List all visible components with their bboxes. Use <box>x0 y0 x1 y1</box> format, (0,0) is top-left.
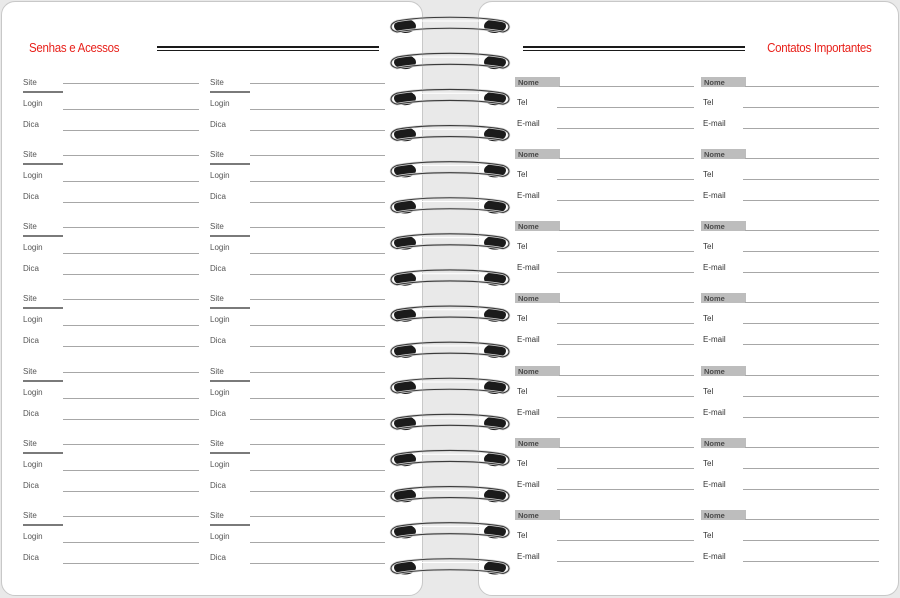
dica-label: Dica <box>23 120 40 129</box>
site-row <box>210 296 385 308</box>
dica-label: Dica <box>210 481 227 490</box>
dica-label: Dica <box>210 409 227 418</box>
site-label-underline <box>210 235 250 237</box>
left-title-rule <box>157 46 379 51</box>
email-field-line[interactable] <box>557 489 694 490</box>
login-row <box>23 460 199 472</box>
email-field-line[interactable] <box>557 344 694 345</box>
dica-field-line[interactable] <box>63 491 199 492</box>
site-row <box>23 152 199 164</box>
spiral-ring <box>391 559 509 575</box>
site-field-line[interactable] <box>250 516 385 517</box>
tel-label: Tel <box>517 98 528 107</box>
nome-label: Nome <box>518 439 539 448</box>
login-label: Login <box>210 532 230 541</box>
password-entry <box>23 513 199 573</box>
nome-label: Nome <box>518 294 539 303</box>
tel-field-line[interactable] <box>743 323 879 324</box>
login-row <box>23 532 199 544</box>
password-entry <box>23 152 199 212</box>
tel-field-line[interactable] <box>743 107 879 108</box>
spiral-ring <box>391 306 509 322</box>
login-row <box>210 460 385 472</box>
email-field-line[interactable] <box>743 561 879 562</box>
contact-entry <box>703 439 879 502</box>
site-label-underline <box>23 307 63 309</box>
site-label-underline <box>210 307 250 309</box>
nome-field-line[interactable] <box>745 519 879 520</box>
site-label-underline <box>23 452 63 454</box>
password-entry <box>23 80 199 140</box>
tel-field-line[interactable] <box>557 323 694 324</box>
email-label: E-mail <box>517 408 540 417</box>
nome-label: Nome <box>518 222 539 231</box>
site-row <box>23 369 199 381</box>
dica-field-line[interactable] <box>63 274 199 275</box>
tel-field-line[interactable] <box>557 540 694 541</box>
email-label: E-mail <box>517 263 540 272</box>
left-page <box>1 1 423 596</box>
dica-label: Dica <box>210 192 227 201</box>
password-entry <box>23 369 199 429</box>
password-entry <box>210 513 385 573</box>
spiral-ring <box>391 487 509 503</box>
login-label: Login <box>23 460 43 469</box>
site-field-line[interactable] <box>63 516 199 517</box>
login-field-line[interactable] <box>63 181 199 182</box>
login-row <box>23 388 199 400</box>
contact-entry <box>517 78 694 141</box>
email-label: E-mail <box>517 335 540 344</box>
site-row <box>210 441 385 453</box>
dica-row <box>210 409 385 421</box>
site-label-underline <box>23 163 63 165</box>
nome-field-line[interactable] <box>745 447 879 448</box>
tel-label: Tel <box>517 242 528 251</box>
site-label-underline <box>23 380 63 382</box>
site-label-underline <box>210 380 250 382</box>
login-label: Login <box>23 171 43 180</box>
login-field-line[interactable] <box>63 542 199 543</box>
nome-field-line[interactable] <box>559 158 694 159</box>
login-field-line[interactable] <box>250 470 385 471</box>
site-label: Site <box>210 78 224 87</box>
spiral-ring <box>391 523 509 539</box>
login-label: Login <box>210 243 230 252</box>
login-field-line[interactable] <box>63 325 199 326</box>
tel-label: Tel <box>703 170 714 179</box>
site-row <box>23 441 199 453</box>
site-field-line[interactable] <box>250 83 385 84</box>
dica-label: Dica <box>210 264 227 273</box>
dica-label: Dica <box>23 553 40 562</box>
tel-label: Tel <box>703 242 714 251</box>
tel-field-line[interactable] <box>743 179 879 180</box>
nome-field-line[interactable] <box>745 86 879 87</box>
password-entry <box>210 152 385 212</box>
site-field-line[interactable] <box>63 227 199 228</box>
site-label: Site <box>23 150 37 159</box>
dica-label: Dica <box>210 553 227 562</box>
spiral-ring <box>391 342 509 358</box>
password-entry <box>210 224 385 284</box>
dica-field-line[interactable] <box>250 202 385 203</box>
site-label: Site <box>23 222 37 231</box>
site-field-line[interactable] <box>63 155 199 156</box>
site-label-underline <box>23 524 63 526</box>
email-label: E-mail <box>517 119 540 128</box>
spiral-ring <box>391 378 509 394</box>
nome-field-line[interactable] <box>559 86 694 87</box>
nome-field-line[interactable] <box>559 230 694 231</box>
dica-field-line[interactable] <box>250 563 385 564</box>
site-label: Site <box>210 150 224 159</box>
login-row <box>210 532 385 544</box>
site-row <box>23 296 199 308</box>
contact-entry <box>703 367 879 430</box>
nome-label: Nome <box>704 439 725 448</box>
login-row <box>210 99 385 111</box>
nome-label: Nome <box>704 367 725 376</box>
nome-field-line[interactable] <box>559 375 694 376</box>
dica-row <box>210 336 385 348</box>
nome-field-line[interactable] <box>745 230 879 231</box>
site-row <box>210 152 385 164</box>
login-row <box>210 315 385 327</box>
dica-row <box>23 264 199 276</box>
dica-field-line[interactable] <box>63 563 199 564</box>
contact-entry <box>517 367 694 430</box>
email-label: E-mail <box>703 408 726 417</box>
nome-label: Nome <box>518 78 539 87</box>
dica-field-line[interactable] <box>250 346 385 347</box>
email-field-line[interactable] <box>743 128 879 129</box>
dica-row <box>23 336 199 348</box>
site-label: Site <box>210 511 224 520</box>
email-field-line[interactable] <box>557 200 694 201</box>
site-row <box>23 80 199 92</box>
dica-label: Dica <box>23 264 40 273</box>
tel-label: Tel <box>517 170 528 179</box>
site-label-underline <box>23 91 63 93</box>
password-entry <box>210 80 385 140</box>
login-row <box>23 171 199 183</box>
login-label: Login <box>23 99 43 108</box>
login-row <box>23 315 199 327</box>
login-field-line[interactable] <box>63 253 199 254</box>
site-label: Site <box>23 511 37 520</box>
site-field-line[interactable] <box>63 372 199 373</box>
dica-field-line[interactable] <box>63 419 199 420</box>
login-label: Login <box>210 99 230 108</box>
login-field-line[interactable] <box>250 325 385 326</box>
login-field-line[interactable] <box>63 470 199 471</box>
site-label-underline <box>210 91 250 93</box>
site-label: Site <box>23 439 37 448</box>
tel-label: Tel <box>517 459 528 468</box>
site-label-underline <box>210 524 250 526</box>
site-field-line[interactable] <box>250 227 385 228</box>
email-field-line[interactable] <box>557 561 694 562</box>
email-field-line[interactable] <box>743 417 879 418</box>
email-field-line[interactable] <box>557 128 694 129</box>
nome-label: Nome <box>518 511 539 520</box>
site-field-line[interactable] <box>250 444 385 445</box>
spiral-ring <box>391 126 509 142</box>
dica-field-line[interactable] <box>250 274 385 275</box>
site-label: Site <box>23 78 37 87</box>
site-label: Site <box>23 367 37 376</box>
email-field-line[interactable] <box>743 489 879 490</box>
login-field-line[interactable] <box>250 181 385 182</box>
site-row <box>210 224 385 236</box>
login-label: Login <box>23 315 43 324</box>
email-label: E-mail <box>517 191 540 200</box>
tel-field-line[interactable] <box>557 396 694 397</box>
login-label: Login <box>210 388 230 397</box>
email-label: E-mail <box>517 480 540 489</box>
dica-row <box>23 553 199 565</box>
email-label: E-mail <box>703 552 726 561</box>
tel-label: Tel <box>517 387 528 396</box>
right-page <box>478 1 899 596</box>
tel-label: Tel <box>703 531 714 540</box>
site-field-line[interactable] <box>250 155 385 156</box>
contact-entry <box>703 222 879 285</box>
right-title-rule <box>523 46 745 51</box>
login-label: Login <box>23 388 43 397</box>
login-label: Login <box>23 532 43 541</box>
nome-field-line[interactable] <box>745 375 879 376</box>
login-field-line[interactable] <box>250 253 385 254</box>
dica-field-line[interactable] <box>63 130 199 131</box>
contact-entry <box>703 511 879 574</box>
site-label-underline <box>210 452 250 454</box>
email-field-line[interactable] <box>743 200 879 201</box>
site-field-line[interactable] <box>250 372 385 373</box>
dica-label: Dica <box>23 409 40 418</box>
email-label: E-mail <box>703 119 726 128</box>
site-field-line[interactable] <box>63 83 199 84</box>
spiral-ring <box>391 270 509 286</box>
nome-field-line[interactable] <box>745 302 879 303</box>
nome-label: Nome <box>704 511 725 520</box>
login-row <box>210 243 385 255</box>
email-label: E-mail <box>703 191 726 200</box>
tel-label: Tel <box>703 387 714 396</box>
email-field-line[interactable] <box>743 272 879 273</box>
spiral-binding <box>383 0 517 598</box>
spiral-ring <box>391 53 509 69</box>
tel-label: Tel <box>517 531 528 540</box>
email-label: E-mail <box>703 480 726 489</box>
dica-label: Dica <box>210 120 227 129</box>
site-field-line[interactable] <box>250 299 385 300</box>
tel-field-line[interactable] <box>557 179 694 180</box>
spiral-ring <box>391 450 509 466</box>
site-row <box>210 369 385 381</box>
dica-row <box>23 481 199 493</box>
site-row <box>210 513 385 525</box>
contact-entry <box>703 294 879 357</box>
tel-label: Tel <box>517 314 528 323</box>
password-entry <box>23 224 199 284</box>
dica-label: Dica <box>23 481 40 490</box>
tel-label: Tel <box>703 459 714 468</box>
password-entry <box>210 441 385 501</box>
spiral-ring <box>391 162 509 178</box>
nome-field-line[interactable] <box>559 447 694 448</box>
nome-label: Nome <box>518 367 539 376</box>
contact-entry <box>517 439 694 502</box>
tel-field-line[interactable] <box>557 468 694 469</box>
login-row <box>23 243 199 255</box>
contact-entry <box>703 150 879 213</box>
site-label: Site <box>210 367 224 376</box>
dica-label: Dica <box>210 336 227 345</box>
email-field-line[interactable] <box>743 344 879 345</box>
contact-entry <box>517 294 694 357</box>
nome-label: Nome <box>704 150 725 159</box>
login-label: Login <box>23 243 43 252</box>
dica-row <box>210 120 385 132</box>
email-label: E-mail <box>703 263 726 272</box>
nome-label: Nome <box>704 294 725 303</box>
email-field-line[interactable] <box>557 272 694 273</box>
dica-row <box>210 553 385 565</box>
tel-field-line[interactable] <box>557 107 694 108</box>
login-row <box>210 388 385 400</box>
dica-label: Dica <box>23 192 40 201</box>
email-label: E-mail <box>703 335 726 344</box>
login-row <box>210 171 385 183</box>
login-label: Login <box>210 171 230 180</box>
login-field-line[interactable] <box>63 109 199 110</box>
spiral-ring <box>391 17 509 33</box>
dica-row <box>210 192 385 204</box>
login-field-line[interactable] <box>250 542 385 543</box>
site-label: Site <box>23 294 37 303</box>
dica-row <box>210 264 385 276</box>
tel-field-line[interactable] <box>743 468 879 469</box>
spiral-ring <box>391 198 509 214</box>
site-label-underline <box>210 163 250 165</box>
site-row <box>23 224 199 236</box>
login-field-line[interactable] <box>250 109 385 110</box>
login-field-line[interactable] <box>63 398 199 399</box>
nome-label: Nome <box>704 78 725 87</box>
tel-field-line[interactable] <box>743 396 879 397</box>
site-label: Site <box>210 294 224 303</box>
nome-field-line[interactable] <box>559 519 694 520</box>
contact-entry <box>703 78 879 141</box>
dica-row <box>23 192 199 204</box>
contact-entry <box>517 511 694 574</box>
dica-row <box>23 120 199 132</box>
tel-field-line[interactable] <box>557 251 694 252</box>
spiral-ring <box>391 234 509 250</box>
dica-field-line[interactable] <box>250 419 385 420</box>
site-label-underline <box>23 235 63 237</box>
nome-field-line[interactable] <box>559 302 694 303</box>
email-label: E-mail <box>517 552 540 561</box>
contact-entry <box>517 222 694 285</box>
site-field-line[interactable] <box>63 444 199 445</box>
site-row <box>210 80 385 92</box>
dica-field-line[interactable] <box>63 202 199 203</box>
tel-field-line[interactable] <box>743 251 879 252</box>
spiral-ring <box>391 89 509 105</box>
tel-label: Tel <box>703 314 714 323</box>
login-row <box>23 99 199 111</box>
login-label: Login <box>210 460 230 469</box>
password-entry <box>210 369 385 429</box>
password-entry <box>23 441 199 501</box>
dica-row <box>23 409 199 421</box>
site-label: Site <box>210 222 224 231</box>
tel-field-line[interactable] <box>743 540 879 541</box>
login-field-line[interactable] <box>250 398 385 399</box>
nome-field-line[interactable] <box>745 158 879 159</box>
spiral-ring <box>391 414 509 430</box>
dica-label: Dica <box>23 336 40 345</box>
password-entry <box>210 296 385 356</box>
nome-label: Nome <box>518 150 539 159</box>
tel-label: Tel <box>703 98 714 107</box>
dica-field-line[interactable] <box>250 130 385 131</box>
dica-field-line[interactable] <box>63 346 199 347</box>
right-page-title: Contatos Importantes <box>767 41 872 55</box>
nome-label: Nome <box>704 222 725 231</box>
login-label: Login <box>210 315 230 324</box>
site-row <box>23 513 199 525</box>
site-label: Site <box>210 439 224 448</box>
email-field-line[interactable] <box>557 417 694 418</box>
site-field-line[interactable] <box>63 299 199 300</box>
dica-field-line[interactable] <box>250 491 385 492</box>
dica-row <box>210 481 385 493</box>
contact-entry <box>517 150 694 213</box>
left-page-title: Senhas e Acessos <box>29 41 120 55</box>
password-entry <box>23 296 199 356</box>
